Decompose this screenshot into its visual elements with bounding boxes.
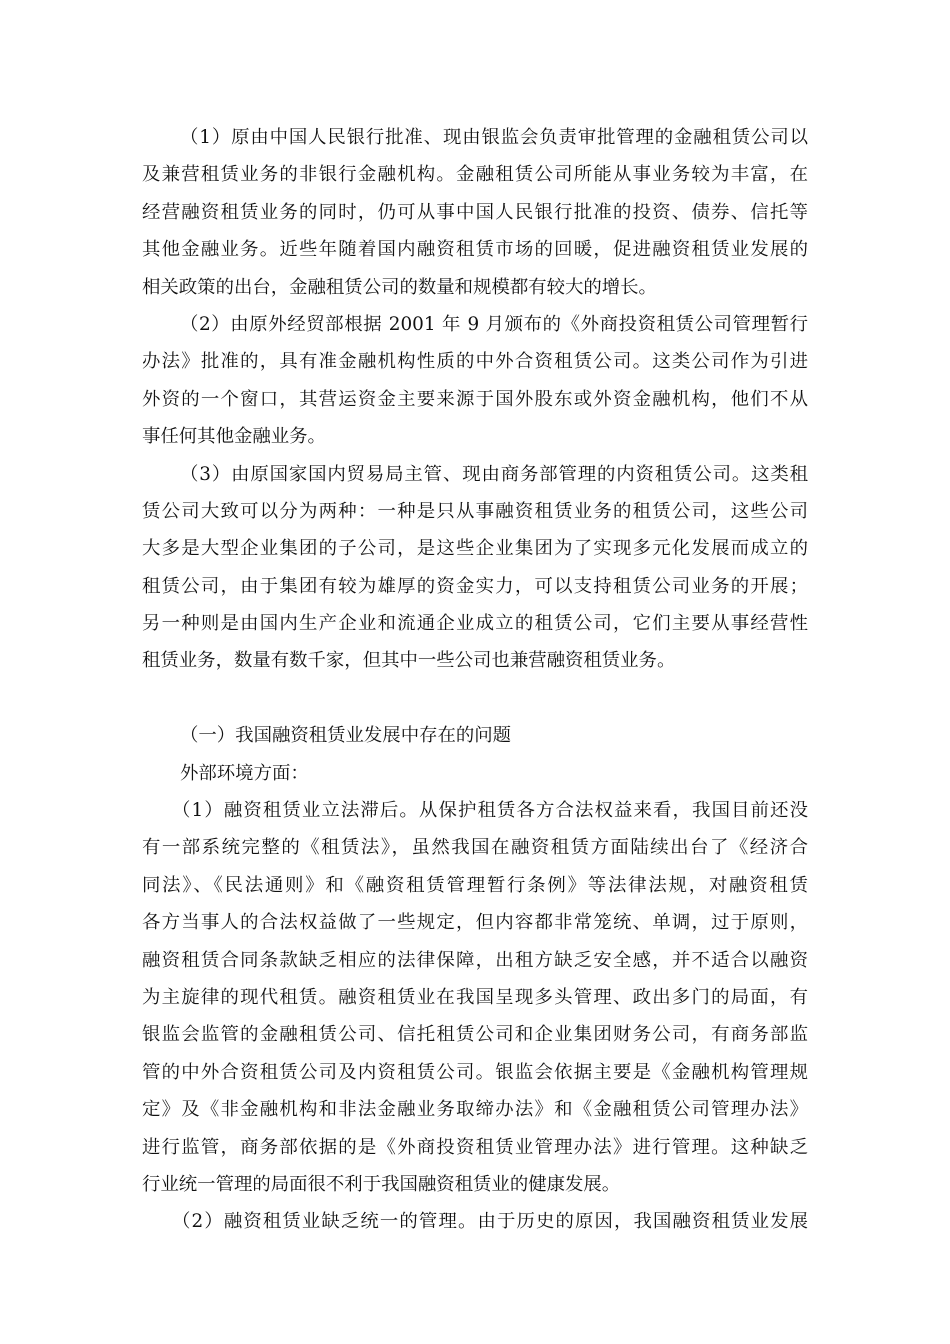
text-line: 租赁业务，数量有数千家，但其中一些公司也兼营融资租赁业务。: [142, 650, 676, 672]
text-line: （1）原由中国人民银行批准、现由银监会负责审批管理的金融租赁公司以: [180, 127, 808, 148]
text-line: 外资的一个窗口，其营运资金主要来源于国外股东或外资金融机构，他们不从: [142, 388, 808, 410]
paragraph-sino-foreign-leasing-companies: [142, 306, 808, 456]
paragraph-financial-leasing-companies: [142, 119, 808, 306]
text-line: 银监会监管的金融租赁公司、信托租赁公司和企业集团财务公司，有商务部监: [142, 1024, 808, 1046]
text-line: 大多是大型企业集团的子公司，是这些企业集团为了实现多元化发展而成立的: [142, 538, 808, 560]
text-line: 各方当事人的合法权益做了一些规定，但内容都非常笼统、单调，过于原则，: [142, 912, 808, 934]
blank-line: [142, 680, 808, 717]
text-line: 办法》批准的，具有准金融机构性质的中外合资租赁公司。这类公司作为引进: [142, 351, 808, 373]
text-line: 及兼营租赁业务的非银行金融机构。金融租赁公司所能从事业务较为丰富，在: [142, 164, 808, 186]
text-line: 租赁公司，由于集团有较为雄厚的资金实力，可以支持租赁公司业务的开展；: [142, 575, 808, 597]
text-line: 同法》、《民法通则》和《融资租赁管理暂行条例》等法律法规，对融资租赁: [142, 874, 808, 896]
text-line: 事任何其他金融业务。: [142, 426, 326, 448]
text-line: 经营融资租赁业务的同时，仍可从事中国人民银行批准的投资、债券、信托等: [142, 201, 808, 223]
subheading: 外部环境方面：: [180, 762, 309, 784]
text-line: 融资租赁合同条款缺乏相应的法律保障，出租方缺乏安全感，并不适合以融资: [142, 949, 808, 971]
text-line: 定》及《非金融机构和非法金融业务取缔办法》和《金融租赁公司管理办法》: [142, 1099, 808, 1121]
paragraph-legislation-lagging: [142, 792, 808, 1203]
paragraph-lack-of-unified-management: [142, 1203, 808, 1240]
text-line: （1）融资租赁业立法滞后。从保护租赁各方合法权益来看，我国目前还没: [172, 800, 808, 822]
text-line: （2）由原外经贸部根据 2001 年 9 月颁布的《外商投资租赁公司管理暂行: [180, 313, 808, 335]
text-line: 另一种则是由国内生产企业和流通企业成立的租赁公司，它们主要从事经营性: [142, 613, 808, 635]
text-line: 为主旋律的现代租赁。融资租赁业在我国呈现多头管理、政出多门的局面，有: [142, 986, 808, 1008]
document-body: [142, 119, 808, 1241]
section-heading: （一）我国融资租赁业发展中存在的问题: [180, 725, 512, 747]
text-line: 行业统一管理的局面很不利于我国融资租赁业的健康发展。: [142, 1173, 621, 1195]
text-line: 管的中外合资租赁公司及内资租赁公司。银监会依据主要是《金融机构管理规: [142, 1061, 808, 1083]
text-line: 其他金融业务。近些年随着国内融资租赁市场的回暖，促进融资租赁业发展的: [142, 239, 808, 261]
text-line: （2）融资租赁业缺乏统一的管理。由于历史的原因，我国融资租赁业发展: [172, 1211, 808, 1233]
text-line: 赁公司大致可以分为两种：一种是只从事融资租赁业务的租赁公司，这些公司: [142, 500, 808, 522]
text-line: 相关政策的出台，金融租赁公司的数量和规模都有较大的增长。: [142, 276, 657, 298]
text-line: 有一部系统完整的《租赁法》，虽然我国在融资租赁方面陆续出台了《经济合: [142, 837, 808, 859]
text-line: （3）由原国家国内贸易局主管、现由商务部管理的内资租赁公司。这类租: [180, 463, 808, 485]
text-line: 进行监管，商务部依据的是《外商投资租赁业管理办法》进行管理。这种缺乏: [142, 1136, 808, 1158]
paragraph-domestic-leasing-companies: [142, 456, 808, 680]
